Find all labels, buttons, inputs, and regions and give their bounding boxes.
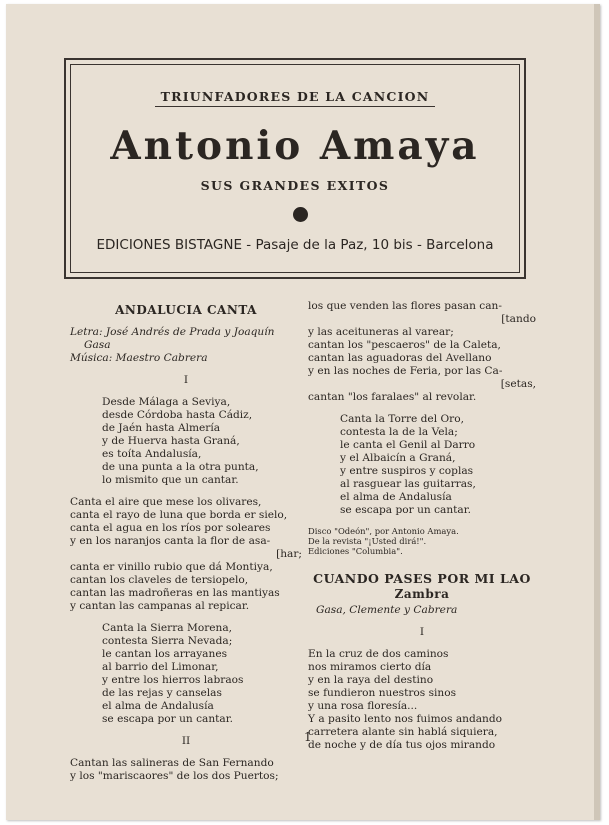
verse-line: cantan las madroñeras en las mantiyas (70, 587, 280, 599)
verse-line: le canta el Genil al Darro (340, 439, 476, 451)
verse-line: y los "mariscaores" de los dos Puertos; (70, 770, 279, 782)
note-line: Ediciones "Columbia". (308, 546, 403, 556)
spacer (70, 748, 302, 757)
verse-line: En la cruz de dos caminos (308, 648, 449, 660)
note-line: De la revista "¡Usted dirá!". (308, 536, 427, 546)
verse-line: Canta el aire que mese los olivares, (70, 496, 262, 508)
spacer (308, 517, 536, 526)
verse-line: [setas, (500, 378, 536, 390)
title-frame (64, 58, 526, 279)
verse-line: y cantan las campanas al repicar. (70, 600, 250, 612)
spacer (70, 387, 302, 396)
verse-line: Canta la Sierra Morena, (102, 622, 233, 634)
stanza (70, 622, 302, 726)
verse-line: Desde Málaga a Seviya, (102, 396, 231, 408)
verse-line: carretera alante sin hablá siquiera, (308, 726, 498, 738)
song-title: ANDALUCIA CANTA (115, 303, 257, 317)
stanza (308, 648, 536, 752)
stanza (308, 300, 536, 404)
stanza (70, 396, 302, 487)
verse-line: y de Huerva hasta Graná, (102, 435, 240, 447)
verse-line: [tando (501, 313, 536, 325)
verse-line: Cantan las salineras de San Fernando (70, 757, 274, 769)
verse-line: Y a pasito lento nos fuimos andando (308, 713, 503, 725)
verse-line: y en la raya del destino (308, 674, 434, 686)
verse-line: es toíta Andalusía, (102, 448, 202, 460)
part-numeral: I (183, 374, 189, 386)
right-column (308, 300, 536, 752)
verse-line: canta el agua en los ríos por soleares (70, 522, 271, 534)
part-numeral: II (181, 735, 191, 747)
verse-line: de noche y de día tus ojos mirando (308, 739, 496, 751)
verse-line: de las rejas y canselas (102, 687, 222, 699)
verse-line: se fundieron nuestros sinos (308, 687, 457, 699)
verse-line: y entre suspiros y coplas (340, 465, 474, 477)
stanza (70, 757, 302, 783)
verse-line: el alma de Andalusía (340, 491, 452, 503)
note-line: Disco "Odeón", por Antonio Amaya. (308, 526, 459, 536)
verse-line: y en los naranjos canta la flor de asa- (70, 535, 271, 547)
stanza (70, 496, 302, 613)
song-credit: Gasa, Clemente y Cabrera (316, 604, 458, 616)
artist-title: Antonio Amaya (110, 123, 480, 169)
verse-line: canta el rayo de luna que borda er sielo, (70, 509, 288, 521)
verse-line: y en las noches de Feria, por las Ca- (308, 365, 503, 377)
verse-line: le cantan los arrayanes (102, 648, 228, 660)
spacer (70, 365, 302, 374)
spacer (308, 556, 536, 572)
lyrics-credit-continued: Gasa (84, 339, 111, 351)
verse-line: [har; (276, 548, 302, 560)
verse-line: canta er vinillo rubio que dá Montiya, (70, 561, 273, 573)
spacer (70, 487, 302, 496)
spacer (308, 404, 536, 413)
verse-line: cantan "los faralaes" al revolar. (308, 391, 477, 403)
spacer (70, 317, 302, 326)
verse-line: de una punta a la otra punta, (102, 461, 259, 473)
left-column (70, 304, 302, 783)
verse-line: cantan las aguadoras del Avellano (308, 352, 492, 364)
spacer (308, 639, 536, 648)
spacer (70, 613, 302, 622)
title-frame-inner (70, 64, 520, 273)
verse-line: lo mismito que un cantar. (102, 474, 239, 486)
music-credit: Música: Maestro Cabrera (70, 352, 208, 364)
verse-line: y entre los hierros labraos (102, 674, 244, 686)
verse-line: contesta Sierra Nevada; (102, 635, 233, 647)
publisher-line: EDICIONES BISTAGNE - Pasaje de la Paz, 10 bis - Barcelona (96, 237, 494, 253)
booklet-page (6, 4, 600, 820)
series-underline (155, 106, 435, 107)
verse-line: desde Córdoba hasta Cádiz, (102, 409, 253, 421)
subtitle: SUS GRANDES EXITOS (200, 178, 390, 193)
verse-line: cantan los claveles de tersiopelo, (70, 574, 249, 586)
page-number: 1 (304, 730, 312, 744)
bullet-dot-icon (293, 207, 308, 222)
spacer (308, 617, 536, 626)
series-title: TRIUNFADORES DE LA CANCION (160, 89, 430, 104)
lyrics-credit: Letra: José Andrés de Prada y Joaquín (70, 326, 275, 338)
verse-line: cantan los "pescaeros" de la Caleta, (308, 339, 501, 351)
verse-line: al barrio del Limonar, (102, 661, 219, 673)
verse-line: se escapa por un cantar. (102, 713, 234, 725)
verse-line: contesta la de la Vela; (340, 426, 458, 438)
verse-line: se escapa por un cantar. (340, 504, 472, 516)
part-numeral: I (419, 626, 425, 638)
verse-line: de Jaén hasta Almería (102, 422, 221, 434)
verse-line: los que venden las flores pasan can- (308, 300, 502, 312)
verse-line: al rasguear las guitarras, (340, 478, 476, 490)
verse-line: Canta la Torre del Oro, (340, 413, 464, 425)
verse-line: y el Albaicín a Graná, (340, 452, 456, 464)
record-note (308, 526, 536, 556)
verse-line: nos miramos cierto día (308, 661, 432, 673)
song-title: CUANDO PASES POR MI LAO (313, 571, 531, 586)
spacer (70, 726, 302, 735)
verse-line: el alma de Andalusía (102, 700, 214, 712)
verse-line: y las aceituneras al varear; (308, 326, 454, 338)
verse-line: y una rosa floresía... (308, 700, 418, 712)
song-genre: Zambra (394, 587, 450, 601)
stanza (308, 413, 536, 517)
